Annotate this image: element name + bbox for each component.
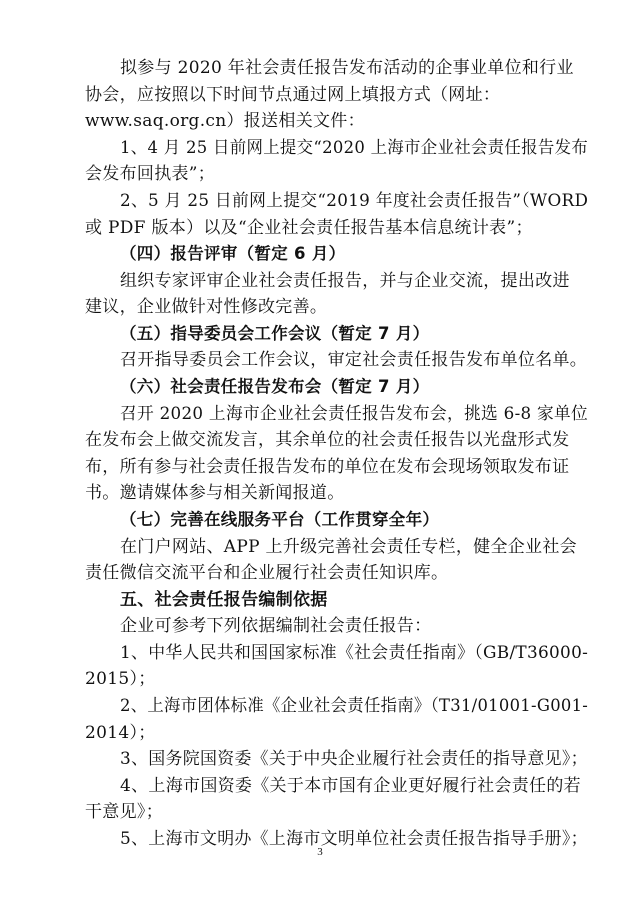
text-line-10: 建议，企业做针对性修改完善。: [85, 297, 328, 317]
text-line-23: 1、中华人民共和国国家标准《社会责任指南》（GB/T36000-: [120, 643, 589, 663]
text-line-3: www.saq.org.cn）报送相关文件：: [85, 111, 365, 131]
text-line-14: 召开 2020 上海市企业社会责任报告发布会，挑选 6-8 家单位: [120, 404, 589, 424]
text-line-1: 拟参与 2020 年社会责任报告发布活动的企事业单位和行业: [120, 58, 574, 78]
text-line-19: 在门户网站、APP 上升级完善社会责任专栏，健全企业社会: [120, 537, 577, 557]
text-line-12: 召开指导委员会工作会议，审定社会责任报告发布单位名单。: [120, 350, 588, 370]
text-line-22: 企业可参考下列依据编制社会责任报告：: [120, 616, 432, 636]
chapter-heading-5: 五、社会责任报告编制依据: [120, 590, 328, 610]
text-line-29: 干意见》；: [85, 802, 163, 822]
text-line-25: 2、上海市团体标准《企业社会责任指南》（T31/01001-G001-: [120, 696, 589, 716]
text-line-6: 2、5 月 25 日前网上提交“2019 年度社会责任报告”（WORD: [120, 191, 589, 211]
text-line-20: 责任微信交流平台和企业履行社会责任知识库。: [85, 563, 449, 583]
section-heading-5: （五）指导委员会工作会议（暂定 7 月）: [120, 324, 430, 343]
text-line-28: 4、上海市国资委《关于本市国有企业更好履行社会责任的若: [120, 776, 581, 796]
section-heading-7: （七）完善在线服务平台（工作贯穿全年）: [120, 510, 440, 529]
text-line-5: 会发布回执表”；: [85, 164, 216, 184]
section-heading-4: （四）报告评审（暂定 6 月）: [120, 244, 346, 263]
text-line-7: 或 PDF 版本）以及“企业社会责任报告基本信息统计表”；: [85, 218, 533, 238]
text-line-2: 协会，应按照以下时间节点通过网上填报方式（网址：: [85, 85, 501, 105]
text-line-16: 布，所有参与社会责任报告发布的单位在发布会现场领取发布证: [85, 457, 570, 477]
text-line-27: 3、国务院国资委《关于中央企业履行社会责任的指导意见》；: [120, 749, 588, 769]
text-line-24: 2015）；: [85, 669, 156, 689]
text-line-17: 书。邀请媒体参与相关新闻报道。: [85, 483, 345, 503]
text-line-4: 1、4 月 25 日前网上提交“2020 上海市企业社会责任报告发布: [120, 138, 589, 158]
text-line-15: 在发布会上做交流发言，其余单位的社会责任报告以光盘形式发: [85, 430, 570, 450]
section-heading-6: （六）社会责任报告发布会（暂定 7 月）: [120, 377, 430, 396]
text-line-30: 5、上海市文明办《上海市文明单位社会责任报告指导手册》；: [120, 829, 588, 849]
text-line-26: 2014）；: [85, 723, 156, 743]
page-number: 3: [317, 846, 323, 858]
text-line-9: 组织专家评审企业社会责任报告，并与企业交流，提出改进: [120, 271, 570, 291]
